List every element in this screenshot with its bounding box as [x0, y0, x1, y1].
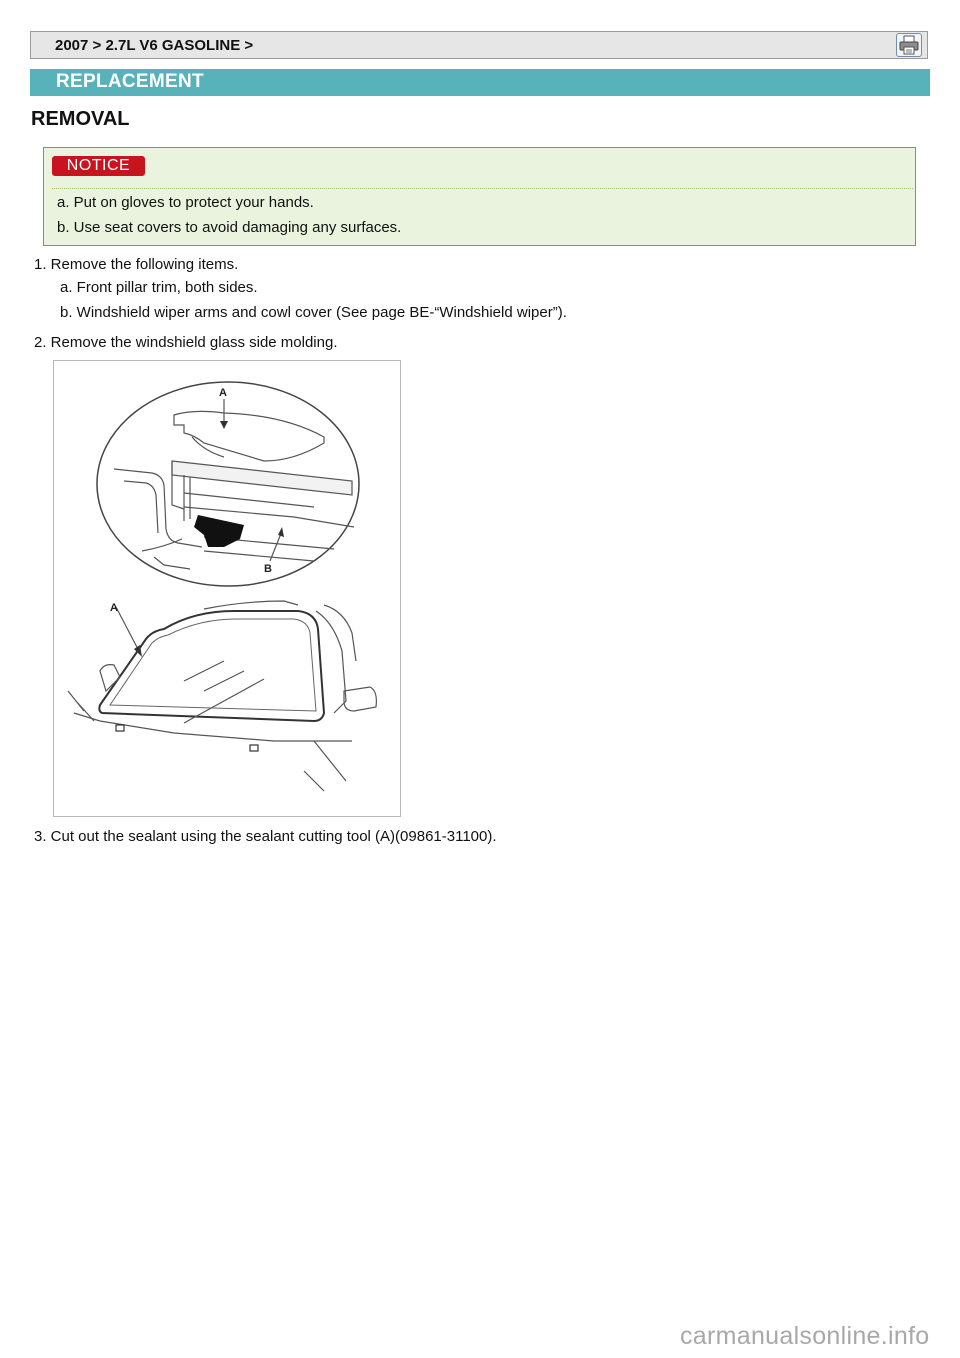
- label-a-bottom: A: [110, 602, 118, 614]
- notice-item: b. Use seat covers to avoid damaging any surfaces.: [57, 219, 402, 236]
- breadcrumb-bar: [30, 31, 928, 59]
- label-a-top: A: [219, 387, 227, 399]
- label-b: B: [264, 563, 272, 575]
- notice-box: [43, 147, 916, 246]
- print-button[interactable]: [896, 33, 922, 57]
- step-3: 3. Cut out the sealant using the sealant cutting tool (A)(09861-31100).: [34, 828, 497, 845]
- notice-badge: NOTICE: [52, 156, 145, 176]
- step-2: 2. Remove the windshield glass side molding.: [34, 334, 338, 351]
- printer-icon: [897, 34, 921, 56]
- section-title: REPLACEMENT: [56, 71, 204, 92]
- notice-divider: [52, 188, 913, 189]
- watermark: carmanualsonline.info: [680, 1322, 930, 1350]
- step-1-subitem-b: b. Windshield wiper arms and cowl cover (See page BE-“Windshield wiper”).: [60, 304, 567, 321]
- page-heading: REMOVAL: [31, 108, 130, 130]
- windshield-molding-illustration: [54, 361, 400, 816]
- breadcrumb[interactable]: 2007 > 2.7L V6 GASOLINE >: [55, 37, 254, 54]
- molding-removal-figure: [53, 360, 401, 817]
- notice-item: a. Put on gloves to protect your hands.: [57, 194, 314, 211]
- section-bar: [30, 69, 930, 96]
- step-1-subitem-a: a. Front pillar trim, both sides.: [60, 279, 258, 296]
- step-1: 1. Remove the following items.: [34, 256, 239, 273]
